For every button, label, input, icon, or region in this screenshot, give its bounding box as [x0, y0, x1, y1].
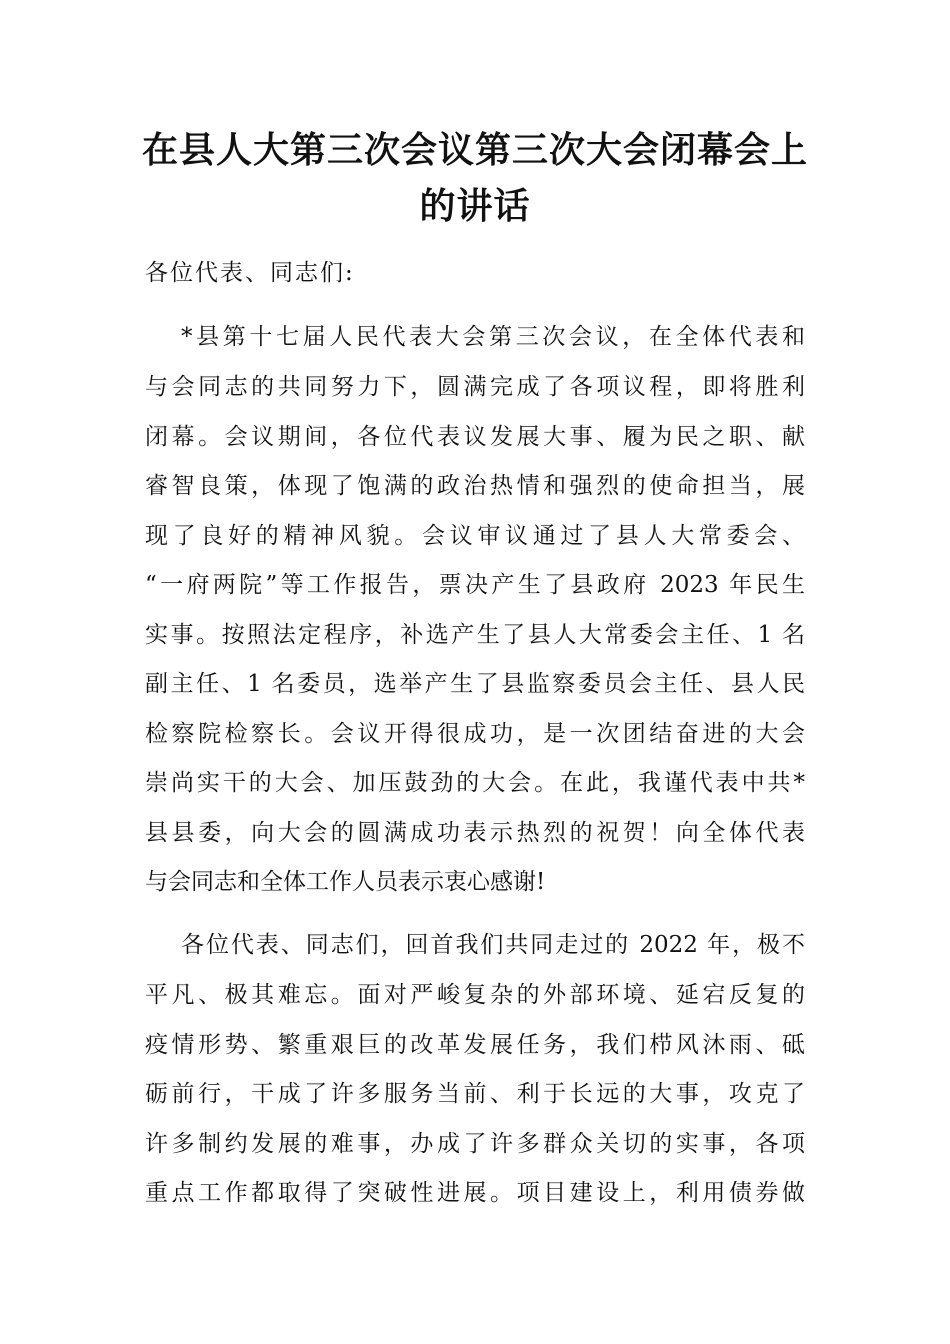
- paragraph-1-line: 睿智良策，体现了饱满的政治热情和强烈的使命担当，展: [145, 473, 805, 499]
- paragraph-2-line: 许多制约发展的难事，办成了许多群众关切的实事，各项: [145, 1131, 805, 1157]
- paragraph-1-line: 与会同志的共同努力下，圆满完成了各项议程，即将胜利: [145, 374, 805, 400]
- paragraph-2-line: 平凡、极其难忘。面对严峻复杂的外部环境、延宕反复的: [145, 982, 805, 1008]
- paragraph-1-line: 县县委，向大会的圆满成功表示热烈的祝贺！向全体代表: [145, 820, 805, 846]
- paragraph-1-line: 与会同志和全体工作人员表示衷心感谢!: [145, 869, 546, 895]
- document-title-line-2: 的讲话: [419, 185, 531, 227]
- paragraph-1-line: 检察院检察长。会议开得很成功，是一次团结奋进的大会: [145, 721, 805, 747]
- paragraph-2-line: 砺前行，干成了许多服务当前、利于长远的大事，攻克了: [145, 1081, 805, 1107]
- paragraph-1-line: 副主任、1 名委员，选举产生了县监察委员会主任、县人民: [145, 671, 805, 697]
- paragraph-1-line: 现了良好的精神风貌。会议审议通过了县人大常委会、: [145, 523, 805, 549]
- paragraph-1-line: *县第十七届人民代表大会第三次会议，在全体代表和: [181, 324, 805, 350]
- paragraph-1-line: 实事。按照法定程序，补选产生了县人大常委会主任、1 名: [145, 622, 805, 648]
- paragraph-2-line: 疫情形势、繁重艰巨的改革发展任务，我们栉风沐雨、砥: [145, 1032, 805, 1058]
- paragraph-1-line: “一府两院”等工作报告，票决产生了县政府 2023 年民生: [145, 572, 805, 598]
- salutation: 各位代表、同志们:: [145, 260, 355, 286]
- paragraph-2-line: 各位代表、同志们，回首我们共同走过的 2022 年，极不: [181, 932, 805, 958]
- document-title-line-1: 在县人大第三次会议第三次大会闭幕会上: [141, 129, 808, 171]
- paragraph-1-line: 闭幕。会议期间，各位代表议发展大事、履为民之职、献: [145, 424, 805, 450]
- paragraph-1-line: 崇尚实干的大会、加压鼓劲的大会。在此，我谨代表中共*: [145, 770, 805, 796]
- paragraph-2-line: 重点工作都取得了突破性进展。项目建设上，利用债券做: [145, 1180, 805, 1206]
